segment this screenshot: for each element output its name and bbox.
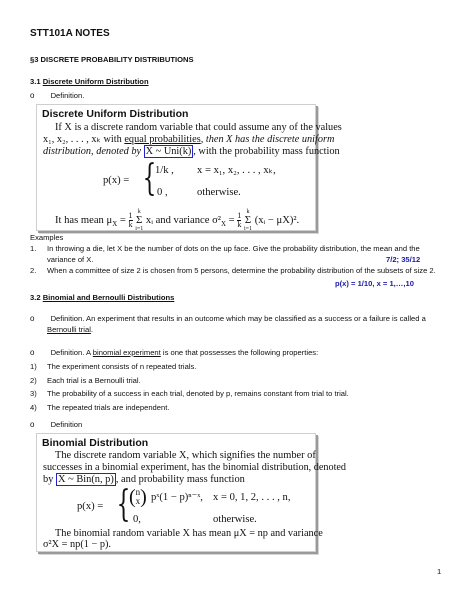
page-number: 1: [437, 567, 442, 576]
figure-line-2: x₁, x₂, . . . , xₖ with equal probabilities, then X has the discrete uniform: [43, 134, 335, 145]
mean-variance-line: It has mean $\mu_X$ = $\frac{1}{k}$ k Σ i=1 xᵢ and variance $\sigma^2_X$ = $\frac{1}{k}$ k Σ i=1 (xᵢ − μX)².: [55, 209, 300, 232]
pmf-case-1-condition: x = 0, 1, 2, . . . , n,: [213, 492, 291, 503]
figure-line-1: If X is a discrete random variable that could assume any of the values: [55, 122, 342, 133]
subsection-heading-3-2: 3.2 Binomial and Bernoulli Distributions: [30, 293, 175, 302]
example-1-number: 1.: [30, 244, 37, 253]
figure-line-2: successes in a binomial experiment, has the binomial distribution, denoted: [43, 462, 347, 473]
subsection-heading-3-1: [30, 77, 149, 87]
bullet-icon: o: [30, 420, 35, 429]
binomial-distribution-definition-box: [36, 433, 347, 552]
pmf-case-2-condition: otherwise.: [197, 187, 241, 198]
definition-bernoulli-term: Bernoulli trial.: [47, 325, 94, 334]
notation-highlight-box: X ~ Uni(k): [145, 146, 192, 157]
list-item: 3) The probability of a success in each trial, denoted by p, remains constant from trial to trial.: [30, 389, 349, 398]
bullet-icon: o: [30, 91, 35, 100]
example-2-answer: p(x) = 1/10, x = 1,…,10: [335, 279, 414, 288]
discrete-uniform-definition-box: [36, 104, 342, 232]
property-list: [30, 362, 349, 416]
list-item: 1) The experiment consists of n repeated trials.: [30, 362, 197, 371]
notation-highlight-box: X ~ Bin(n, p): [58, 474, 114, 485]
subsection-title: Discrete Uniform Distribution: [42, 77, 149, 86]
list-item: 2) Each trial is a Bernoulli trial.: [30, 375, 141, 385]
bullet-icon: o: [30, 314, 35, 323]
definition-binomial-label: o Definition: [30, 420, 83, 429]
binomial-coefficient: ( n x ): [129, 486, 147, 508]
figure-line-3: by X ~ Bin(n, p) , and probability mass function: [43, 474, 245, 485]
pmf-case-2-condition: otherwise.: [213, 514, 257, 525]
pmf-lhs: p(x) =: [103, 175, 130, 186]
figure-line-4: The binomial random variable X has mean μX = np and variance: [55, 528, 323, 539]
pmf-case-2-value: 0,: [133, 514, 141, 525]
definition-label: Definition.: [50, 91, 85, 100]
definition-bullet-3-1: [30, 91, 84, 101]
example-2-line-1: When a committee of size 2 is chosen from 5 persons, determine the probability distribution of the subsets of size 2.: [47, 266, 436, 275]
pmf-case-1-expression: pˣ(1 − p)ⁿ⁻ˣ,: [151, 492, 203, 503]
brace-icon: {: [116, 484, 131, 525]
definition-bernoulli: o Definition. An experiment that results in an outcome which may be classified as a success or a failure is called a: [30, 314, 426, 323]
example-1-answer: 7/2; 35/12: [386, 255, 421, 264]
example-1-line-1: In throwing a die, let X be the number of dots on the up face. Give the probability distribution, the mean and the: [47, 244, 420, 253]
example-1-line-2: variance of X.: [47, 255, 94, 264]
figure-line-1: The discrete random variable X, which signifies the number of: [55, 450, 316, 461]
fraction: $\frac{1}{k}$: [128, 211, 133, 229]
document-title: STT101A NOTES: [30, 28, 110, 39]
list-item: 4) The repeated trials are independent.: [30, 402, 170, 412]
pmf-case-1-value: 1/k ,: [155, 165, 174, 176]
figure-title: Binomial Distribution: [42, 437, 149, 449]
figure-line-5: σ²X = np(1 − p).: [43, 539, 112, 550]
examples-label: Examples: [30, 233, 64, 242]
pmf-lhs: p(x) =: [77, 501, 104, 512]
subsection-number: 3.1: [30, 77, 41, 86]
pmf-case-1-condition: x = x₁, x₂, . . . , xₖ,: [197, 165, 276, 176]
brace-icon: {: [142, 158, 157, 199]
summation: k Σ i=1: [135, 209, 144, 232]
bullet-icon: o: [30, 348, 35, 357]
example-2-number: 2.: [30, 266, 37, 275]
figure-line-3: distribution, denoted by X ~ Uni(k) , with the probability mass function: [43, 146, 340, 157]
section-heading: §3 DISCRETE PROBABILITY DISTRIBUTIONS: [30, 55, 194, 64]
pmf-case-2-value: 0 ,: [157, 187, 168, 198]
figure-title: Discrete Uniform Distribution: [42, 108, 189, 120]
definition-binomial-experiment: o Definition. A binomial experiment is one that possesses the following properties:: [30, 348, 319, 357]
